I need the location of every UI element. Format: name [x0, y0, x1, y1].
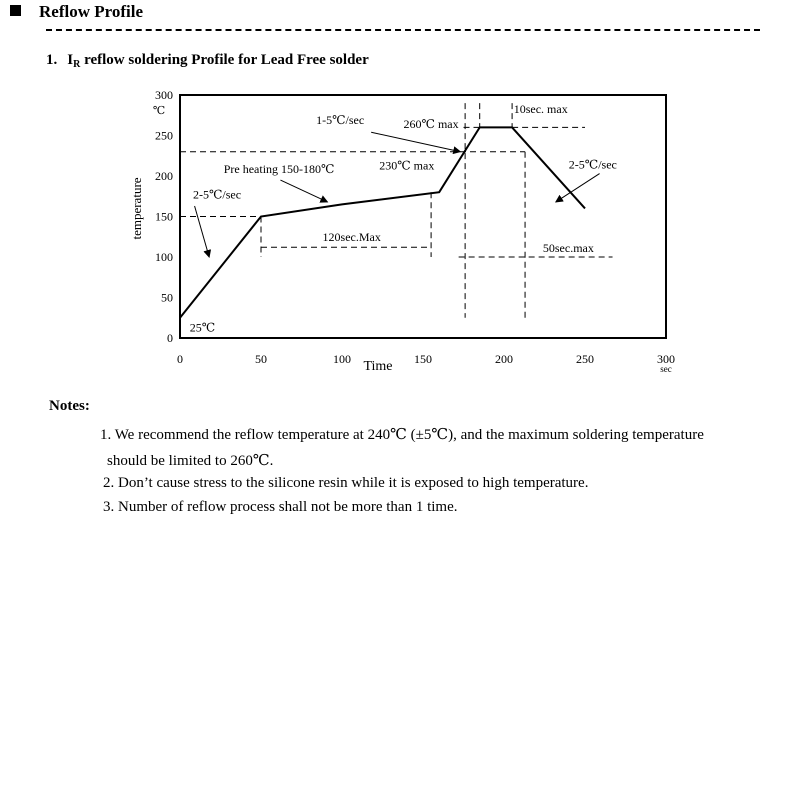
x-tick-label: 0 — [177, 352, 183, 366]
y-tick-label: 0 — [167, 331, 173, 345]
x-tick-label: 150 — [414, 352, 432, 366]
x-unit-label: sec — [660, 364, 672, 374]
ramp2-arrow — [371, 132, 460, 151]
preheat-label: Pre heating 150-180℃ — [223, 161, 335, 176]
page-title: Reflow Profile — [39, 2, 144, 21]
y-tick-label: 250 — [155, 128, 173, 143]
preheat-time-label: 120sec.Max — [322, 229, 381, 244]
x-tick-label: 300 — [657, 352, 675, 366]
preheat-arrow — [280, 180, 327, 202]
x-tick-label: 200 — [495, 352, 513, 366]
note-2: 2. Don’t cause stress to the silicone resin while it is exposed to high temperature. — [103, 475, 589, 491]
y-tick-label: 50 — [161, 290, 173, 305]
subsection-number: 1. — [46, 52, 58, 68]
above230-time-label: 50sec.max — [542, 241, 594, 256]
note-1: 1. We recommend the reflow temperature at 240℃ (±5℃), and the maximum soldering temperature — [100, 427, 704, 443]
x-tick-label: 50 — [255, 352, 267, 366]
peak-temp-label: 260℃ max — [403, 117, 459, 132]
y-tick-label: 300 — [155, 88, 173, 102]
notes-title: Notes: — [49, 398, 90, 414]
note-3: 3. Number of reflow process shall not be more than 1 time. — [103, 499, 458, 515]
y-tick-label: 200 — [155, 169, 173, 183]
profile-line — [180, 127, 585, 317]
y-tick-label: 150 — [155, 209, 173, 224]
y-axis-title: temperature — [129, 177, 144, 240]
peak-time-label: 10sec. max — [513, 101, 568, 116]
x-axis-title: Time — [363, 359, 393, 374]
y-unit-label: ℃ — [152, 105, 166, 117]
subsection-title-rest: reflow soldering Profile for Lead Free solder — [80, 52, 369, 68]
start-temp-label: 25℃ — [189, 320, 216, 335]
y-tick-label: 100 — [155, 250, 173, 264]
subsection-title-subscript: R — [73, 59, 81, 70]
ramp1-arrow — [195, 206, 210, 257]
x-tick-label: 250 — [576, 352, 594, 366]
ramp1-rate-label: 2-5℃/sec — [192, 187, 242, 202]
subsection-title-prefix: I — [67, 52, 74, 68]
cooling-arrow — [556, 174, 600, 202]
cooling-rate-label: 2-5℃/sec — [568, 157, 617, 172]
ramp2-rate-label: 1-5℃/sec — [316, 113, 365, 128]
note-1-continued: should be limited to 260℃. — [107, 453, 274, 469]
t230-label: 230℃ max — [379, 158, 435, 173]
x-tick-label: 100 — [333, 352, 351, 366]
